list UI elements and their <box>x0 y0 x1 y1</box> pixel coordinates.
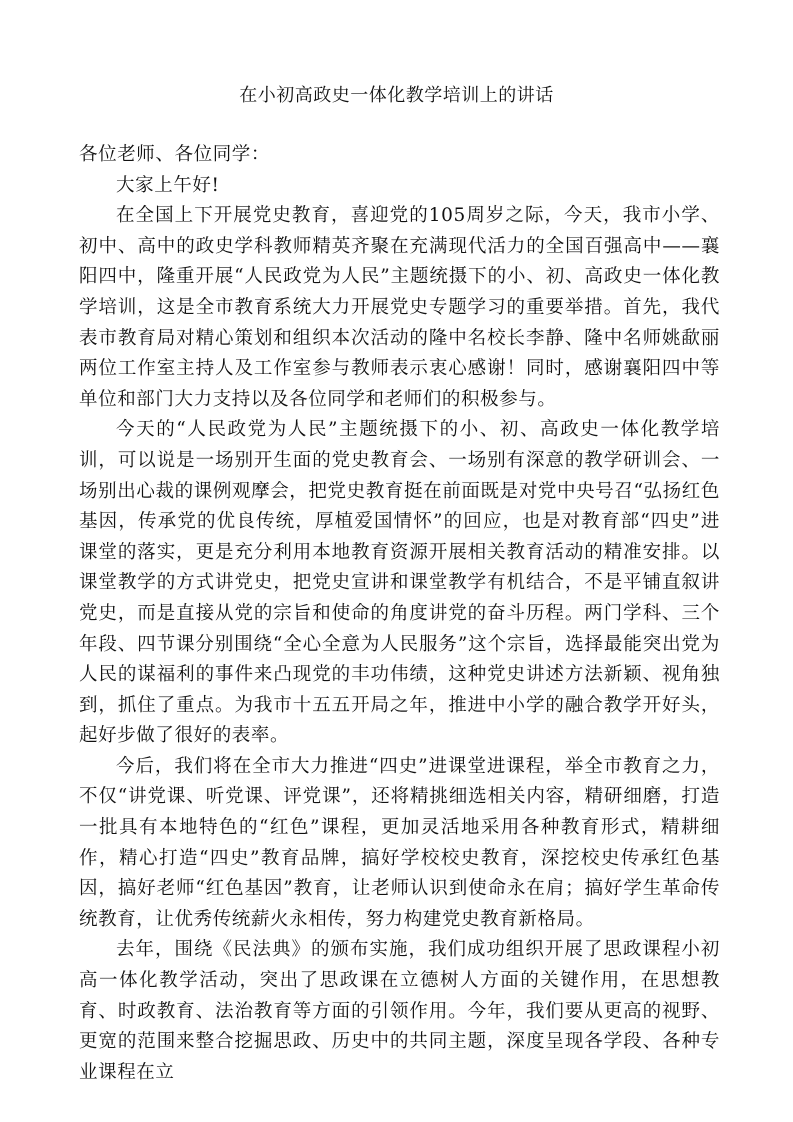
salutation: 各位老师、各位同学： <box>79 144 271 165</box>
paragraph-1: 在全国上下开展党史教育，喜迎党的105周岁之际，今天，我市小学、初中、高中的政史学科教师精英齐聚在充满现代活力的全国百强高中——襄阳四中，隆重开展“人民政党为人民”主题统摄下的小、初、高政史一体化教学培训，这是全市教育系统大力开展党史专题学习的重要举措。首先，我代表市教育局对精心策划和组织本次活动的隆中名校长李静、隆中名师姚歃丽两位工作室主持人及工作室参与教师表示衷心感谢！同时，感谢襄阳四中等单位和部门大力支持以及各位同学和老师们的积极参与。 <box>79 205 720 410</box>
paragraph-2: 今天的“人民政党为人民”主题统摄下的小、初、高政史一体化教学培训，可以说是一场别开生面的党史教育会、一场别有深意的教学研训会、一场别出心裁的课例观摩会，把党史教育挺在前面既是对党中央号召“弘扬红色基因，传承党的优良传统，厚植爱国情怀”的回应，也是对教育部“四史”进课堂的落实，更是充分利用本地教育资源开展相关教育活动的精准安排。以课堂教学的方式讲党史，把党史宣讲和课堂教学有机结合，不是平铺直叙讲党史，而是直接从党的宗旨和使命的角度讲党的奋斗历程。两门学科、三个年段、四节课分别围绕“全心全意为人民服务”这个宗旨，选择最能突出党为人民的谋福利的事件来凸现党的丰功伟绩，这种党史讲述方法新颖、视角独到，抓住了重点。为我市十五五开局之年，推进中小学的融合教学开好头，起好步做了很好的表率。 <box>79 419 720 747</box>
document-title: 在小初高政史一体化教学培训上的讲话 <box>239 85 554 106</box>
document-body <box>79 140 720 1088</box>
greeting: 大家上午好! <box>116 174 220 196</box>
paragraph-3: 今后，我们将在全市大力推进“四史”进课堂进课程，举全市教育之力，不仅“讲党课、听党课、评党课”，还将精挑细选相关内容，精研细磨，打造一批具有本地特色的“红色”课程，更加灵活地采用各种教育形式，精耕细作，精心打造“四史”教育品牌，搞好学校校史教育，深挖校史传承红色基因，搞好老师“红色基因”教育，让老师认识到使命永在肩；搞好学生革命传统教育，让优秀传统薪火永相传，努力构建党史教育新格局。 <box>79 755 720 930</box>
paragraph-4: 去年，围绕《民法典》的颁布实施，我们成功组织开展了思政课程小初高一体化教学活动，突出了思政课在立德树人方面的关键作用，在思想教育、时政教育、法治教育等方面的引领作用。今年，我们要从更高的视野、更宽的范围来整合挖掘思政、历史中的共同主题，深度呈现各学段、各种专业课程在立 <box>79 939 720 1083</box>
